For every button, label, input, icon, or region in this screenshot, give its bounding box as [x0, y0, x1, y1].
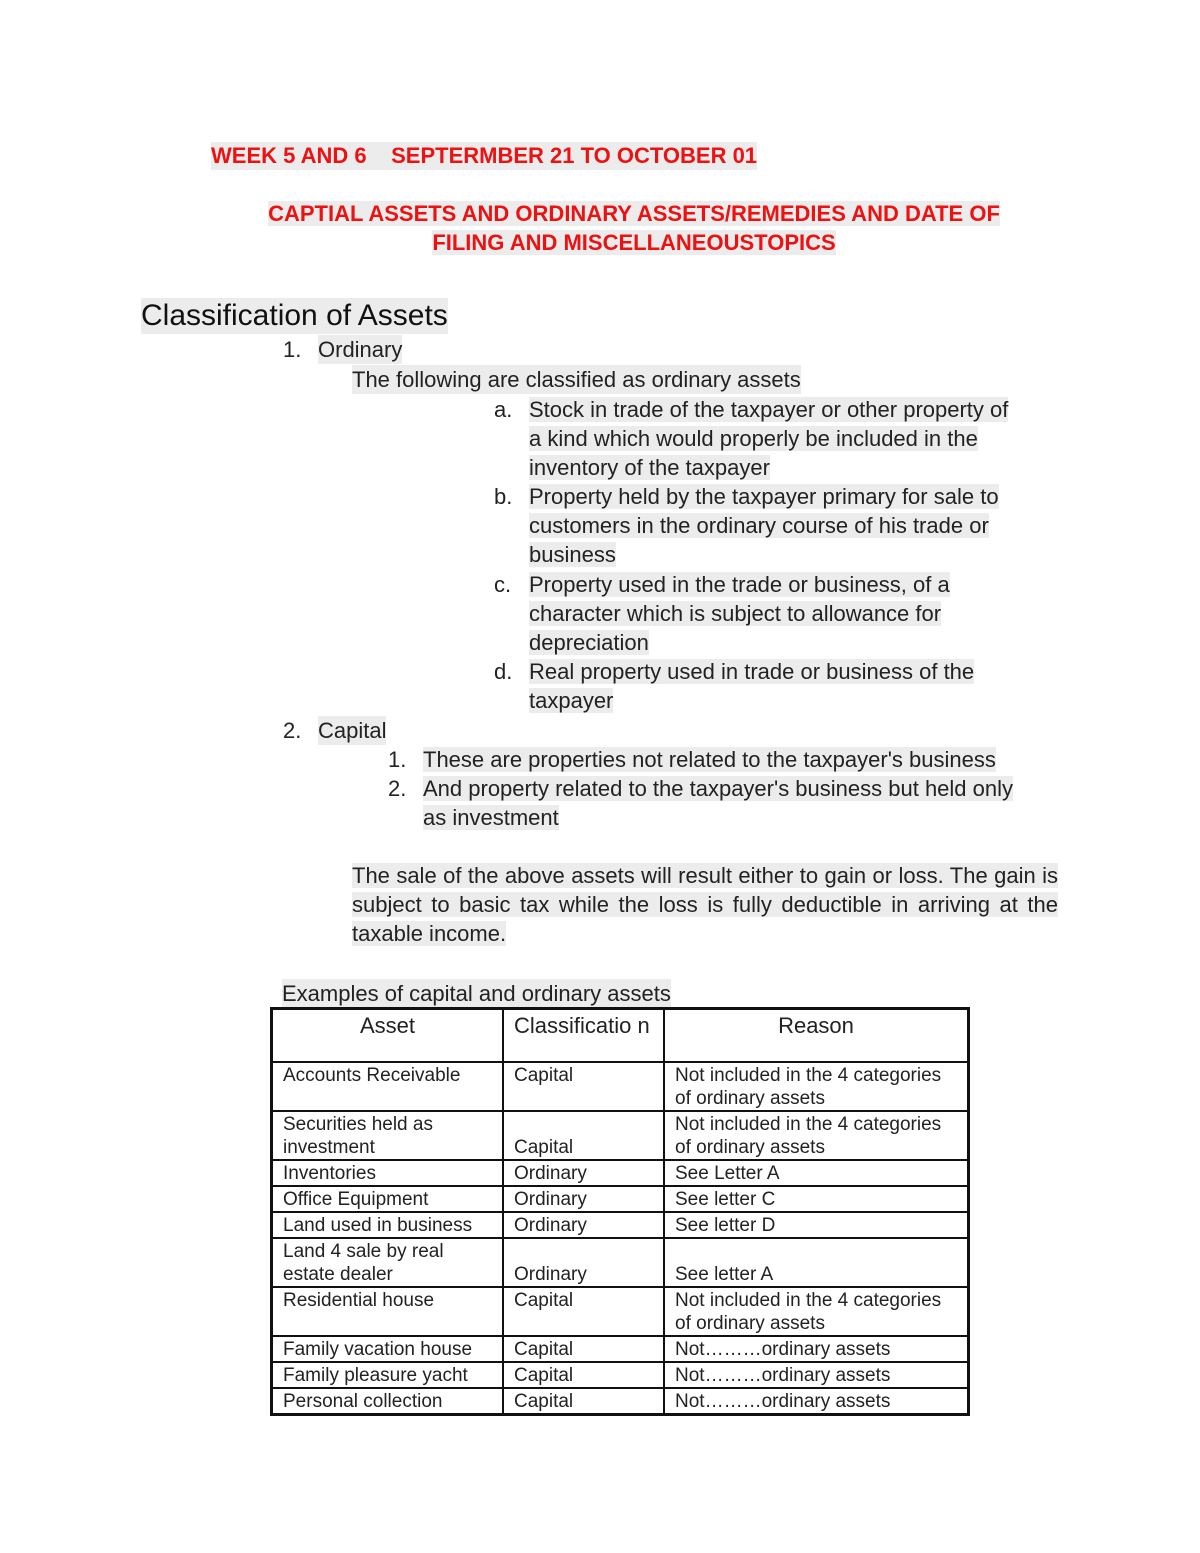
cell-classification: Ordinary	[503, 1186, 664, 1212]
capital-item-2-line: as investment	[423, 805, 559, 830]
topic-line-2: FILING AND MISCELLANEOUSTOPICS	[432, 230, 836, 255]
table-row	[272, 1212, 969, 1238]
cell-reason: Not included in the 4 categories of ordinary assets	[664, 1287, 969, 1336]
cell-reason: See letter C	[664, 1186, 969, 1212]
cell-classification: Ordinary	[503, 1160, 664, 1186]
ordinary-item-a-line: a kind which would properly be included in the	[529, 426, 978, 451]
table-row	[272, 1362, 969, 1388]
cell-asset: Securities held as investment	[272, 1111, 504, 1160]
table-row	[272, 1111, 969, 1160]
cell-asset: Residential house	[272, 1287, 504, 1336]
table-row	[272, 1336, 969, 1362]
cell-asset: Inventories	[272, 1160, 504, 1186]
cell-reason: Not included in the 4 categories of ordinary assets	[664, 1062, 969, 1111]
ordinary-item-a-line: inventory of the taxpayer	[529, 455, 770, 480]
ordinary-item-c-letter: c.	[494, 572, 512, 597]
cell-reason: See Letter A	[664, 1160, 969, 1186]
cell-asset: Land used in business	[272, 1212, 504, 1238]
table-row	[272, 1186, 969, 1212]
cell-reason: Not………ordinary assets	[664, 1388, 969, 1415]
ordinary-item-c-line: depreciation	[529, 630, 649, 655]
ordinary-intro: The following are classified as ordinary assets	[352, 367, 801, 392]
ordinary-item-b-line: customers in the ordinary course of his trade or	[529, 513, 989, 538]
ordinary-item-b-line: Property held by the taxpayer primary for sale to	[529, 484, 999, 509]
cell-classification: Capital	[503, 1111, 664, 1160]
cell-classification: Ordinary	[503, 1212, 664, 1238]
ordinary-label: Ordinary	[318, 337, 403, 362]
cell-reason: Not………ordinary assets	[664, 1362, 969, 1388]
table-header-row	[272, 1009, 969, 1063]
cell-asset: Personal collection	[272, 1388, 504, 1415]
table-row	[272, 1062, 969, 1111]
gain-loss-text: The sale of the above assets will result either to gain or loss. The gain is subject to basic tax while the loss is fully deductible in arriving at the taxable income.	[352, 863, 1058, 946]
cell-classification: Capital	[503, 1336, 664, 1362]
ordinary-item-c-line: Property used in the trade or business, of a	[529, 572, 950, 597]
cell-classification: Capital	[503, 1287, 664, 1336]
ordinary-item-d-line: Real property used in trade or business of the	[529, 659, 975, 684]
cell-classification: Capital	[503, 1388, 664, 1415]
capital-number: 2.	[283, 718, 302, 743]
ordinary-item-d-letter: d.	[494, 659, 513, 684]
ordinary-item-c-line: character which is subject to allowance for	[529, 601, 942, 626]
week-heading: WEEK 5 AND 6 SEPTERMBER 21 TO OCTOBER 01	[211, 143, 758, 168]
table-caption: Examples of capital and ordinary assets	[282, 981, 671, 1006]
cell-asset: Accounts Receivable	[272, 1062, 504, 1111]
gain-loss-paragraph	[352, 861, 1058, 948]
cell-classification: Capital	[503, 1062, 664, 1111]
ordinary-item-b	[529, 482, 999, 569]
ordinary-number: 1.	[283, 337, 302, 362]
table-row	[272, 1160, 969, 1186]
topic-heading	[200, 199, 1068, 257]
cell-asset: Family pleasure yacht	[272, 1362, 504, 1388]
ordinary-item-a	[529, 395, 1008, 482]
topic-line-1: CAPTIAL ASSETS AND ORDINARY ASSETS/REMEDIES AND DATE OF	[268, 201, 1000, 226]
section-title: Classification of Assets	[141, 299, 448, 332]
ordinary-item-d	[529, 657, 974, 715]
ordinary-item-a-line: Stock in trade of the taxpayer or other property of	[529, 397, 1009, 422]
capital-item-2-number: 2.	[388, 776, 407, 801]
ordinary-item-a-letter: a.	[494, 397, 513, 422]
assets-table	[270, 1007, 970, 1416]
capital-item-1-line: These are properties not related to the taxpayer's business	[423, 747, 996, 772]
ordinary-item-b-line: business	[529, 542, 616, 567]
cell-asset: Land 4 sale by real estate dealer	[272, 1238, 504, 1287]
cell-asset: Family vacation house	[272, 1336, 504, 1362]
capital-item-1	[423, 745, 996, 774]
cell-asset: Office Equipment	[272, 1186, 504, 1212]
capital-item-2	[423, 774, 1013, 832]
header-classification: Classificatio n	[503, 1009, 664, 1063]
table-row	[272, 1287, 969, 1336]
cell-classification: Ordinary	[503, 1238, 664, 1287]
table-row	[272, 1388, 969, 1415]
capital-item-2-line: And property related to the taxpayer's business but held only	[423, 776, 1014, 801]
table-row	[272, 1238, 969, 1287]
header-reason: Reason	[664, 1009, 969, 1063]
cell-reason: See letter A	[664, 1238, 969, 1287]
cell-reason: Not………ordinary assets	[664, 1336, 969, 1362]
ordinary-item-c	[529, 570, 950, 657]
ordinary-item-b-letter: b.	[494, 484, 513, 509]
header-asset: Asset	[272, 1009, 504, 1063]
capital-item-1-number: 1.	[388, 747, 407, 772]
cell-reason: Not included in the 4 categories of ordinary assets	[664, 1111, 969, 1160]
capital-label: Capital	[318, 718, 387, 743]
cell-reason: See letter D	[664, 1212, 969, 1238]
cell-classification: Capital	[503, 1362, 664, 1388]
ordinary-item-d-line: taxpayer	[529, 688, 614, 713]
